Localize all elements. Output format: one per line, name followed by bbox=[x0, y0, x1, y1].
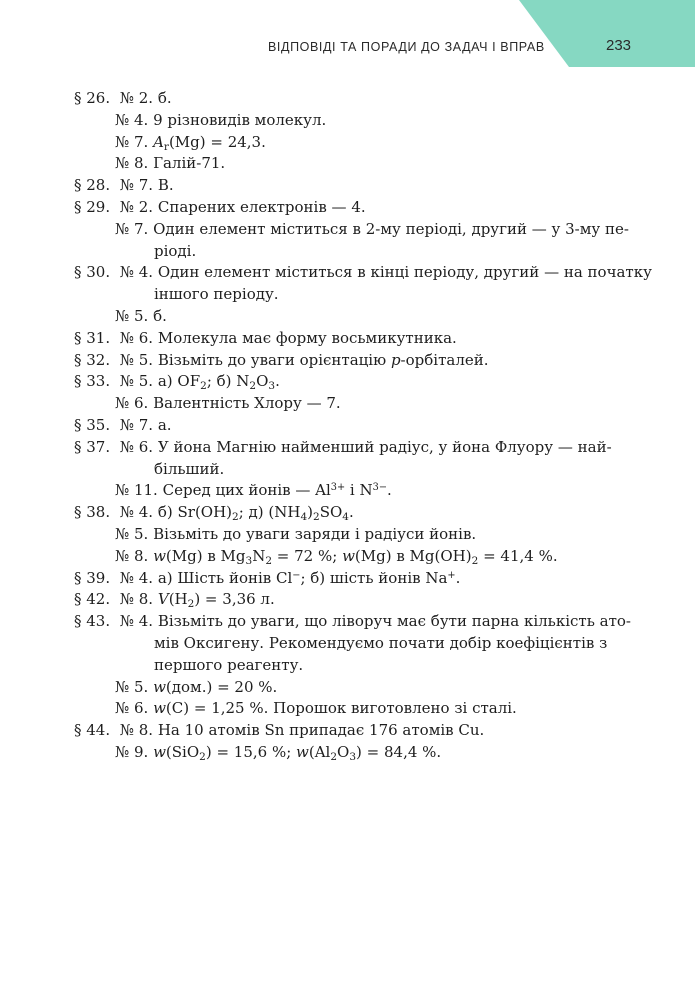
answer-line bbox=[0, 720, 695, 742]
task-number: № 2. б. bbox=[119, 89, 172, 107]
task-number: № 5. б. bbox=[115, 306, 167, 325]
answer-line bbox=[0, 350, 695, 372]
section-label: § 44. bbox=[74, 721, 111, 740]
section-label: § 30. bbox=[74, 263, 111, 282]
section-label: § 39. bbox=[74, 568, 111, 587]
answer-line bbox=[0, 415, 695, 437]
section-label: § 42. bbox=[74, 590, 111, 609]
answer-line bbox=[0, 153, 695, 175]
section-label: § 31. bbox=[74, 328, 111, 347]
answer-line bbox=[0, 328, 695, 350]
task-number: № 4. а) Шість йонів Cl−; б) шість йонів Na+. bbox=[119, 568, 461, 587]
task-number: № 6. Валентність Хлору — 7. bbox=[115, 394, 341, 413]
section-label: § 26. bbox=[74, 89, 111, 107]
answer-line bbox=[0, 262, 695, 284]
answers-list bbox=[0, 88, 695, 764]
answer-line bbox=[0, 611, 695, 633]
section-label: § 35. bbox=[74, 415, 111, 434]
answer-line bbox=[0, 568, 695, 590]
task-number: № 6. У йона Магнію найменший радіус, у йона Флуору — най- bbox=[119, 437, 612, 456]
task-number: № 2. Спарених електронів — 4. bbox=[119, 197, 366, 216]
answer-line bbox=[0, 677, 695, 699]
task-number: № 4. Один елемент міститься в кінці періоду, другий — на початку bbox=[119, 263, 652, 282]
header-corner-tab bbox=[519, 0, 695, 67]
section-label: § 43. bbox=[74, 612, 111, 631]
task-number: № 8. $V(H_2) = 3,36$ л. bbox=[119, 590, 275, 611]
task-number: № 6. w(C) = 1,25 %. Порошок виготовлено зі сталі. bbox=[115, 699, 517, 718]
answer-line bbox=[0, 393, 695, 415]
answer-continuation: більший. bbox=[154, 459, 225, 478]
section-label: § 33. bbox=[74, 372, 111, 391]
answer-line bbox=[0, 698, 695, 720]
task-number: № 7. В. bbox=[119, 176, 174, 195]
task-number: № 4. Візьміть до уваги, що ліворуч має бути парна кількість ато- bbox=[119, 612, 631, 631]
answer-line bbox=[0, 502, 695, 524]
answer-continuation: іншого періоду. bbox=[154, 285, 279, 304]
task-number: № 4. б) $Sr(OH)_2$; д) $(NH_4)_2SO_4$. bbox=[119, 503, 354, 524]
task-number: № 6. Молекула має форму восьмикутника. bbox=[119, 328, 457, 347]
answer-line bbox=[0, 88, 695, 110]
task-number: № 11. Серед цих йонів — $Al^{3+}$ і $N^{3-}$. bbox=[115, 481, 392, 500]
section-label: § 37. bbox=[74, 437, 111, 456]
answer-line bbox=[0, 589, 695, 611]
task-number: № 8. На 10 атомів Sn припадає 176 атомів Cu. bbox=[119, 721, 485, 740]
section-label: § 29. bbox=[74, 197, 111, 216]
answer-line bbox=[0, 742, 695, 764]
answer-line bbox=[0, 219, 695, 241]
answer-line bbox=[0, 110, 695, 132]
task-number: № 7. а. bbox=[119, 415, 172, 434]
task-number: № 5. Візьміть до уваги заряди і радіуси йонів. bbox=[115, 524, 477, 543]
running-header: ВІДПОВІДІ ТА ПОРАДИ ДО ЗАДАЧ І ВПРАВ bbox=[268, 40, 545, 54]
task-number: № 7. Один елемент міститься в 2-му періоді, другий — у 3-му пе- bbox=[115, 219, 629, 238]
answer-line bbox=[0, 175, 695, 197]
answer-line bbox=[0, 480, 695, 502]
section-label: § 38. bbox=[74, 503, 111, 522]
answer-line bbox=[0, 132, 695, 154]
answer-continuation: першого реагенту. bbox=[154, 655, 304, 674]
answer-line bbox=[0, 524, 695, 546]
answer-line bbox=[0, 437, 695, 459]
answer-line bbox=[0, 546, 695, 568]
answer-line bbox=[0, 306, 695, 328]
task-number: № 8. w(Mg) в $Mg_3N_2 = 72$ %; w(Mg) в $Mg(OH)_2 = 41,4$ %. bbox=[115, 546, 558, 567]
task-number: № 9. w(SiO$_2$) = 15,6 %; $w(Al_2O_3) = 84,4$ %. bbox=[115, 742, 442, 764]
task-number: № 5. а) $OF_2$; б) $N_2O_3$. bbox=[119, 372, 280, 393]
task-number: № 5. w(дом.) = 20 %. bbox=[115, 677, 278, 696]
section-label: § 32. bbox=[74, 350, 111, 369]
answer-continuation: мів Оксигену. Рекомендуємо почати добір коефіцієнтів з bbox=[154, 633, 608, 652]
task-number: № 4. 9 різновидів молекул. bbox=[115, 110, 327, 129]
answer-line bbox=[0, 197, 695, 219]
answer-continuation: ріоді. bbox=[154, 241, 197, 260]
task-number: № 7. $A_r(Mg) = 24,3$. bbox=[115, 132, 266, 153]
section-label: § 28. bbox=[74, 176, 111, 195]
answer-line bbox=[0, 371, 695, 393]
page-number: 233 bbox=[606, 37, 632, 54]
task-number: № 8. Галій-71. bbox=[115, 154, 226, 173]
task-number: № 5. Візьміть до уваги орієнтацію p-орбіталей. bbox=[119, 350, 489, 369]
